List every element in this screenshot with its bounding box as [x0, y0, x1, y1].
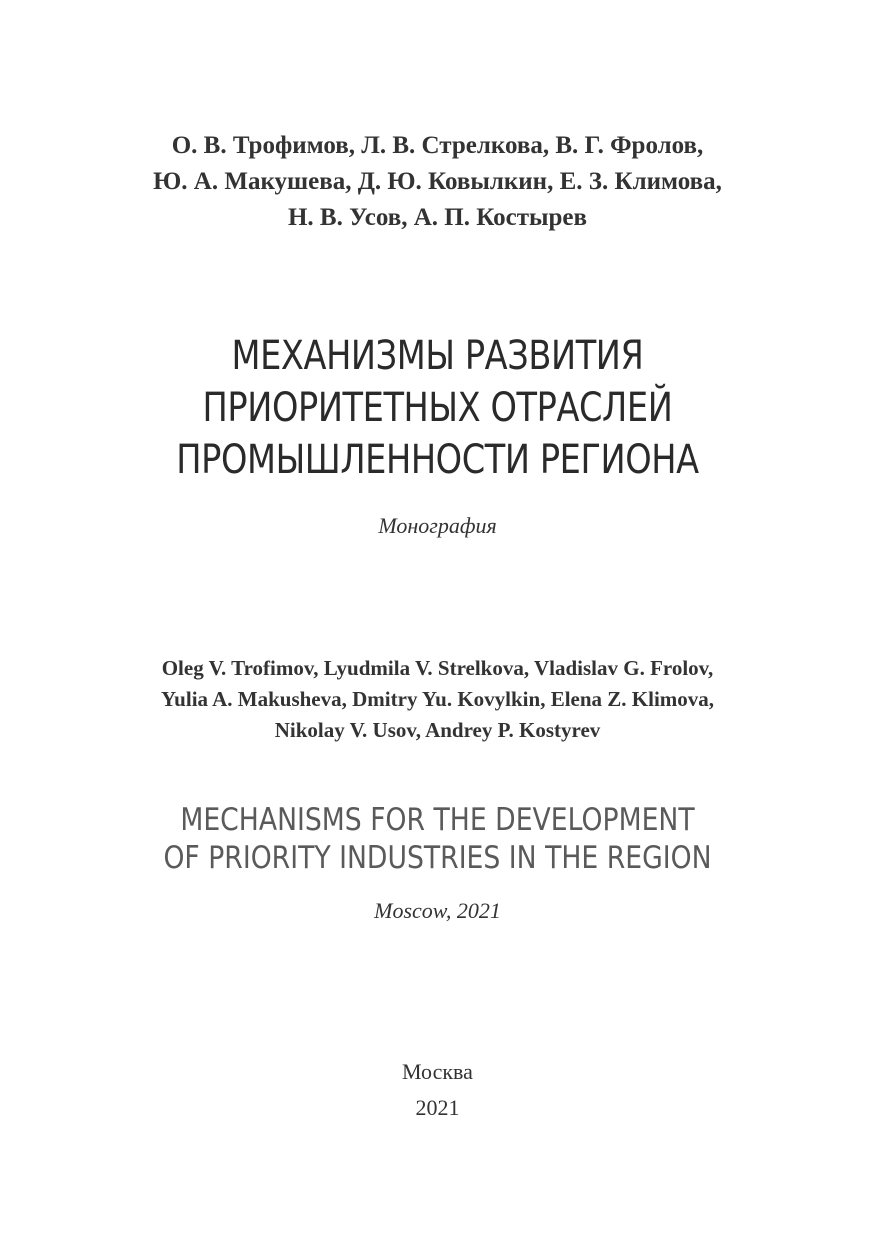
imprint-en: Moscow, 2021: [374, 898, 501, 923]
subtitle-monograph: Монография: [378, 513, 497, 538]
title-ru-line-2: ПРИОРИТЕТНЫХ ОТРАСЛЕЙ: [202, 385, 673, 431]
authors-en-line-2: Yulia A. Makusheva, Dmitry Yu. Kovylkin, Elena Z. Klimova,: [160, 687, 715, 711]
authors-ru-line-1: О. В. Трофимов, Л. В. Стрелкова, В. Г. Фролов,: [171, 132, 704, 159]
authors-ru-line-2: Ю. А. Макушева, Д. Ю. Ковылкин, Е. З. Климова,: [153, 168, 722, 195]
title-ru-line-1: МЕХАНИЗМЫ РАЗВИТИЯ: [231, 333, 644, 379]
imprint-year: 2021: [415, 1095, 460, 1120]
authors-en-line-3: Nikolay V. Usov, Andrey P. Kostyrev: [274, 718, 601, 742]
title-ru-line-3: ПРОМЫШЛЕННОСТИ РЕГИОНА: [176, 437, 699, 483]
title-en-line-2: OF PRIORITY INDUSTRIES IN THE REGION: [163, 840, 712, 876]
imprint-city: Москва: [402, 1059, 473, 1084]
title-en-line-1: MECHANISMS FOR THE DEVELOPMENT: [180, 802, 695, 838]
authors-ru-line-3: Н. В. Усов, А. П. Костырев: [287, 204, 588, 231]
authors-en-line-1: Oleg V. Trofimov, Lyudmila V. Strelkova, Vladislav G. Frolov,: [161, 656, 714, 680]
